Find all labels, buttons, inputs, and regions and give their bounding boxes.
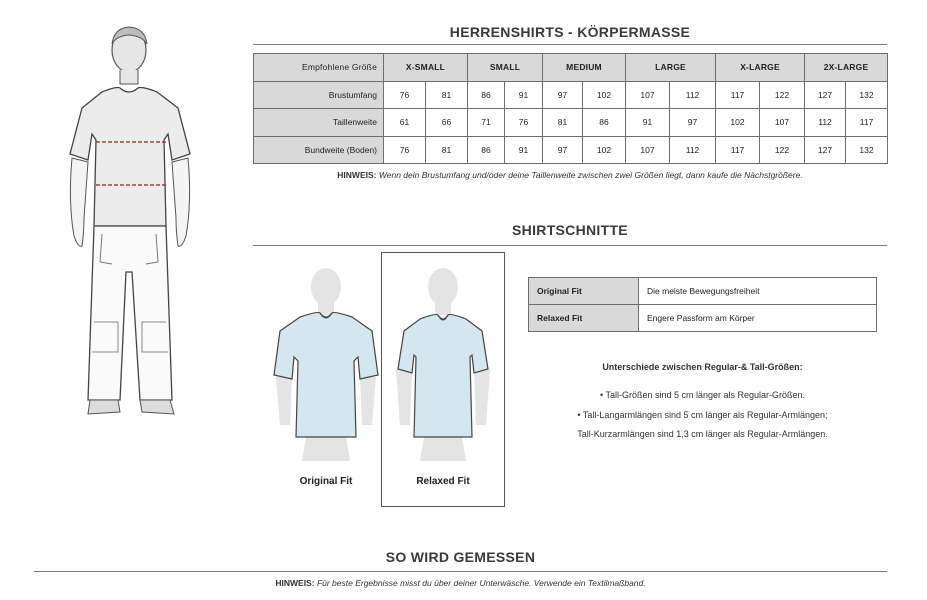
table-row: [529, 278, 877, 305]
size-header-row: [254, 54, 888, 82]
table-row: [529, 305, 877, 332]
table-cell: 112: [670, 136, 716, 164]
differences-title: Unterschiede zwischen Regular-& Tall-Größen:: [602, 362, 803, 372]
note-label: HINWEIS:: [275, 578, 315, 588]
table-row: [254, 136, 888, 164]
table-cell: 91: [505, 81, 543, 109]
original-fit-caption: Original Fit: [299, 476, 353, 487]
table-cell: 107: [626, 136, 670, 164]
table-cell: 81: [426, 136, 468, 164]
table-cell: 97: [543, 136, 583, 164]
how-to-measure-title: SO WIRD GEMESSEN: [385, 549, 536, 565]
table-cell: 61: [384, 109, 426, 137]
bullet-icon: •: [599, 390, 606, 400]
table-cell: 122: [760, 81, 805, 109]
fit-description: Die meiste Bewegungsfreiheit: [639, 278, 877, 305]
table-cell: 76: [384, 136, 426, 164]
relaxed-fit-caption: Relaxed Fit: [416, 476, 470, 487]
size-header: SMALL: [468, 54, 543, 82]
bullet-text: Tall-Langarmlängen sind 5 cm länger als Regular-Armlängen;: [582, 410, 828, 420]
table-cell: 112: [670, 81, 716, 109]
table-cell: 91: [505, 136, 543, 164]
size-chart-title: HERRENSHIRTS - KÖRPERMASSE: [449, 24, 691, 40]
divider: [34, 571, 887, 572]
table-cell: 71: [468, 109, 505, 137]
table-cell: 127: [805, 136, 846, 164]
table-cell: 66: [426, 109, 468, 137]
size-header: X-LARGE: [716, 54, 805, 82]
size-chart-table: [253, 53, 888, 164]
bullet-icon: •: [577, 410, 583, 420]
table-cell: 81: [543, 109, 583, 137]
row-label: Brustumfang: [254, 81, 384, 109]
difference-bullet: [528, 410, 877, 420]
fit-description: Engere Passform am Körper: [639, 305, 877, 332]
original-fit-figure: [268, 265, 384, 465]
note-label: HINWEIS:: [337, 170, 377, 180]
table-cell: 97: [670, 109, 716, 137]
table-cell: 117: [716, 136, 760, 164]
measurement-figure: [62, 22, 202, 422]
table-cell: 81: [426, 81, 468, 109]
size-header-label: Empfohlene Größe: [254, 54, 384, 82]
table-cell: 122: [760, 136, 805, 164]
size-header: MEDIUM: [543, 54, 626, 82]
bullet-text: Tall-Größen sind 5 cm länger als Regular-Größen.: [605, 390, 806, 400]
fit-table: [528, 277, 877, 332]
table-cell: 117: [846, 109, 888, 137]
difference-bullet-continued: Tall-Kurzarmlängen sind 1,3 cm länger als Regular-Armlängen.: [577, 429, 828, 439]
table-cell: 86: [468, 81, 505, 109]
table-cell: 132: [846, 136, 888, 164]
row-label: Bundweite (Boden): [254, 136, 384, 164]
row-label: Taillenweite: [254, 109, 384, 137]
size-note: [253, 170, 887, 180]
table-cell: 107: [760, 109, 805, 137]
fit-name: Original Fit: [529, 278, 639, 305]
table-cell: 102: [583, 81, 626, 109]
table-cell: 97: [543, 81, 583, 109]
figure-shirt: [70, 88, 190, 227]
size-header: X-SMALL: [384, 54, 468, 82]
note-text: Für beste Ergebnisse misst du über deiner Unterwäsche. Verwende ein Textilmaßband.: [316, 578, 646, 588]
table-cell: 76: [505, 109, 543, 137]
table-cell: 117: [716, 81, 760, 109]
table-cell: 91: [626, 109, 670, 137]
table-cell: 76: [384, 81, 426, 109]
size-header: LARGE: [626, 54, 716, 82]
table-cell: 107: [626, 81, 670, 109]
size-header: 2X-LARGE: [805, 54, 888, 82]
divider: [253, 245, 887, 246]
divider: [253, 44, 887, 45]
shirt-cuts-title: SHIRTSCHNITTE: [512, 222, 628, 238]
table-cell: 112: [805, 109, 846, 137]
table-cell: 86: [583, 109, 626, 137]
relaxed-fit-figure: [386, 265, 500, 465]
table-row: [254, 109, 888, 137]
table-cell: 127: [805, 81, 846, 109]
table-cell: 102: [716, 109, 760, 137]
measure-note: [34, 578, 887, 588]
table-cell: 86: [468, 136, 505, 164]
table-cell: 102: [583, 136, 626, 164]
note-text: Wenn dein Brustumfang und/oder deine Taillenweite zwischen zwei Größen liegt, dann kaufe die Nächstgrößere.: [378, 170, 803, 180]
difference-bullet: [528, 390, 877, 400]
table-row: [254, 81, 888, 109]
fit-name: Relaxed Fit: [529, 305, 639, 332]
table-cell: 132: [846, 81, 888, 109]
